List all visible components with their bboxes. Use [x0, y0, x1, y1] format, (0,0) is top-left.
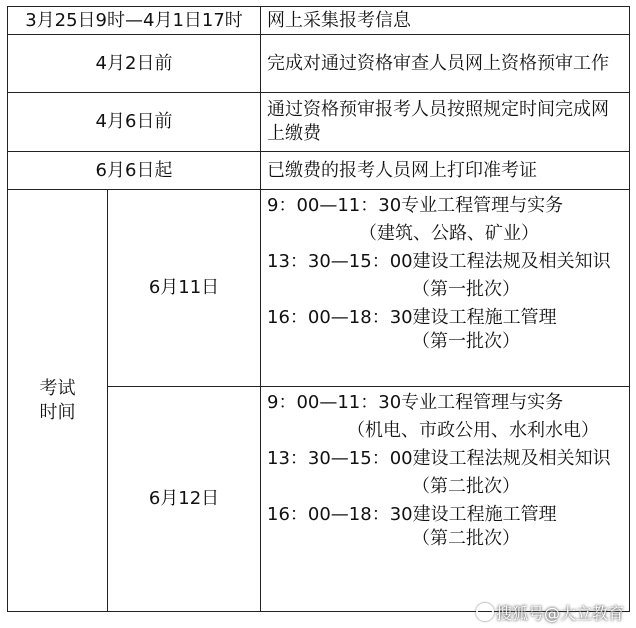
schedule-line: 16：00—18：30建设工程施工管理 [267, 504, 557, 525]
exam-schedule-table [7, 6, 630, 612]
schedule-line: 9：00—11：30专业工程管理与实务 [267, 392, 564, 413]
exam-time-label-line: 时间 [39, 401, 76, 423]
exam-day-date: 6月11日 [108, 190, 261, 387]
table-row [8, 152, 630, 190]
watermark-text: 搜狐号@大立教育 [495, 604, 624, 623]
schedule-line: （第一批次） [412, 279, 520, 300]
table-row [8, 7, 630, 35]
schedule-line: （建筑、公路、矿业） [359, 223, 539, 244]
info-cell: 通过资格预审报考人员按照规定时间完成网上缴费 [261, 93, 630, 152]
schedule-line: （机电、市政公用、水利水电） [347, 420, 599, 441]
exam-day-schedule [261, 387, 630, 612]
schedule-line: （第二批次） [412, 528, 520, 549]
schedule-line: 9：00—11：30专业工程管理与实务 [267, 195, 564, 216]
info-cell: 完成对通过资格审查人员网上资格预审工作 [261, 35, 630, 93]
exam-day-schedule [261, 190, 630, 387]
schedule-line: （第一批次） [412, 331, 520, 352]
schedule-line: 13：30—15：00建设工程法规及相关知识 [267, 251, 611, 272]
table-row [8, 190, 630, 387]
schedule-line: 13：30—15：00建设工程法规及相关知识 [267, 448, 611, 469]
watermark [476, 601, 624, 624]
date-cell: 3月25日9时—4月1日17时 [8, 7, 261, 35]
info-cell: 已缴费的报考人员网上打印准考证 [261, 152, 630, 190]
sohu-logo-icon [476, 603, 494, 621]
info-cell: 网上采集报考信息 [261, 7, 630, 35]
exam-time-label-line: 考试 [39, 377, 76, 399]
date-cell: 6月6日起 [8, 152, 261, 190]
table-row [8, 93, 630, 152]
exam-time-label [8, 190, 108, 612]
table-row [8, 35, 630, 93]
schedule-line: （第二批次） [412, 476, 520, 497]
date-cell: 4月6日前 [8, 93, 261, 152]
schedule-line: 16：00—18：30建设工程施工管理 [267, 307, 557, 328]
date-cell: 4月2日前 [8, 35, 261, 93]
exam-day-date: 6月12日 [108, 387, 261, 612]
